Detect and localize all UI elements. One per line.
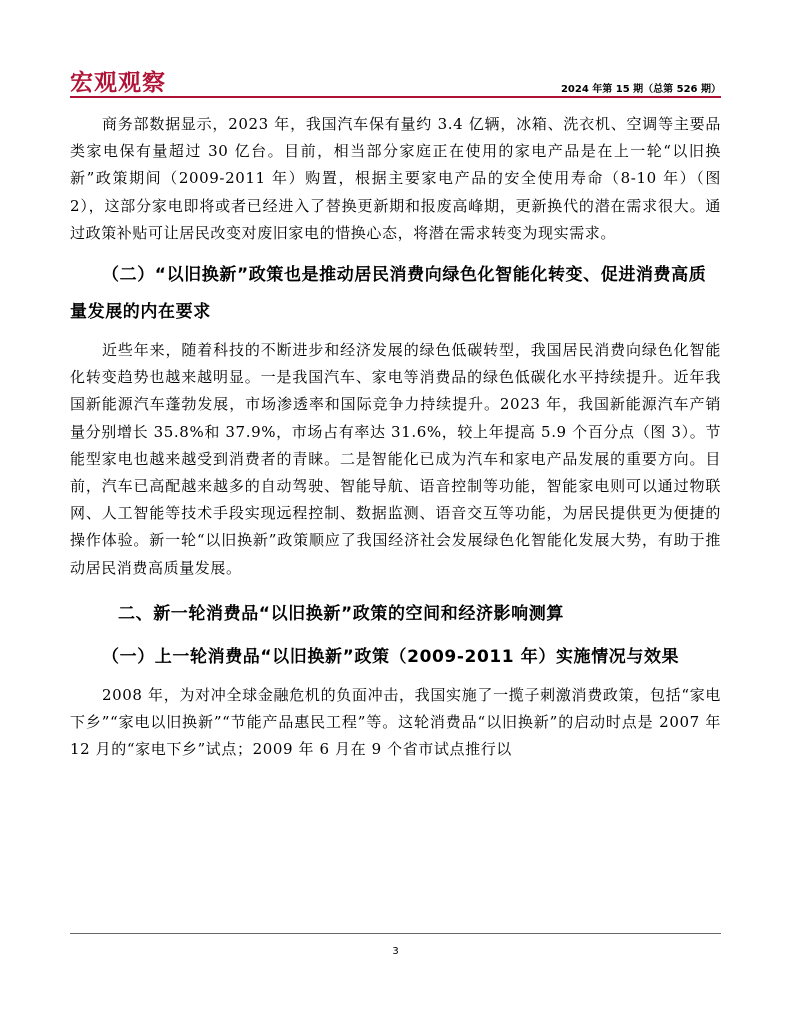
publication-title: 宏观观察 (70, 70, 166, 96)
footer-divider (70, 933, 721, 934)
header-divider (70, 96, 721, 98)
body-paragraph: 商务部数据显示，2023 年，我国汽车保有量约 3.4 亿辆，冰箱、洗衣机、空调等主要品类家电保有量超过 30 亿台。目前，相当部分家庭正在使用的家电产品是在上一轮“以旧换新”政策期间（2009-2011 年）购置，根据主要家电产品的安全使用寿命（8-10 年）（图 2），这部分家电即将或者已经进入了替换更新期和报废高峰期，更新换代的潜在需求很大。通过政策补贴可让居民改变对废旧家电的惜换心态，将潜在需求转变为现实需求。 (70, 115, 721, 242)
section-heading: 二、新一轮消费品“以旧换新”政策的空间和经济影响测算 (118, 603, 564, 624)
article-body (70, 108, 721, 763)
issue-number: 2024 年第 15 期（总第 526 期） (560, 84, 721, 95)
body-paragraph: 2008 年，为对冲全球金融危机的负面冲击，我国实施了一揽子刺激消费政策，包括“家电下乡”“家电以旧换新”“节能产品惠民工程”等。这轮消费品“以旧换新”的启动时点是 2007 年 12 月的“家电下乡”试点；2009 年 6 月在 9 个省市试点推行以 (70, 685, 721, 759)
body-paragraph: 近些年来，随着科技的不断进步和经济发展的绿色低碳转型，我国居民消费向绿色化智能化转变趋势也越来越明显。一是我国汽车、家电等消费品的绿色低碳化水平持续提升。近年我国新能源汽车蓬勃发展，市场渗透率和国际竞争力持续提升。2023 年，我国新能源汽车产销量分别增长 35.8%和 37.9%，市场占有率达 31.6%，较上年提高 5.9 个百分点（图 3）。节能型家电也越来越受到消费者的青睐。二是智能化已成为汽车和家电产品发展的重要方向。目前，汽车已高配越来越多的自动驾驶、智能导航、语音控制等功能，智能家电则可以通过物联网、人工智能等技术手段实现远程控制、数据监测、语音交互等功能，为居民提供更为便捷的操作体验。新一轮“以旧换新”政策顺应了我国经济社会发展绿色化智能化发展大势，有助于推动居民消费高质量发展。 (70, 341, 721, 577)
page-number: 3 (392, 946, 399, 957)
section-heading: （二）“以旧换新”政策也是推动居民消费向绿色化智能化转变、促进消费高质量发展的内在要求 (70, 265, 707, 323)
section-heading: （一）上一轮消费品“以旧换新”政策（2009-2011 年）实施情况与效果 (102, 646, 680, 667)
